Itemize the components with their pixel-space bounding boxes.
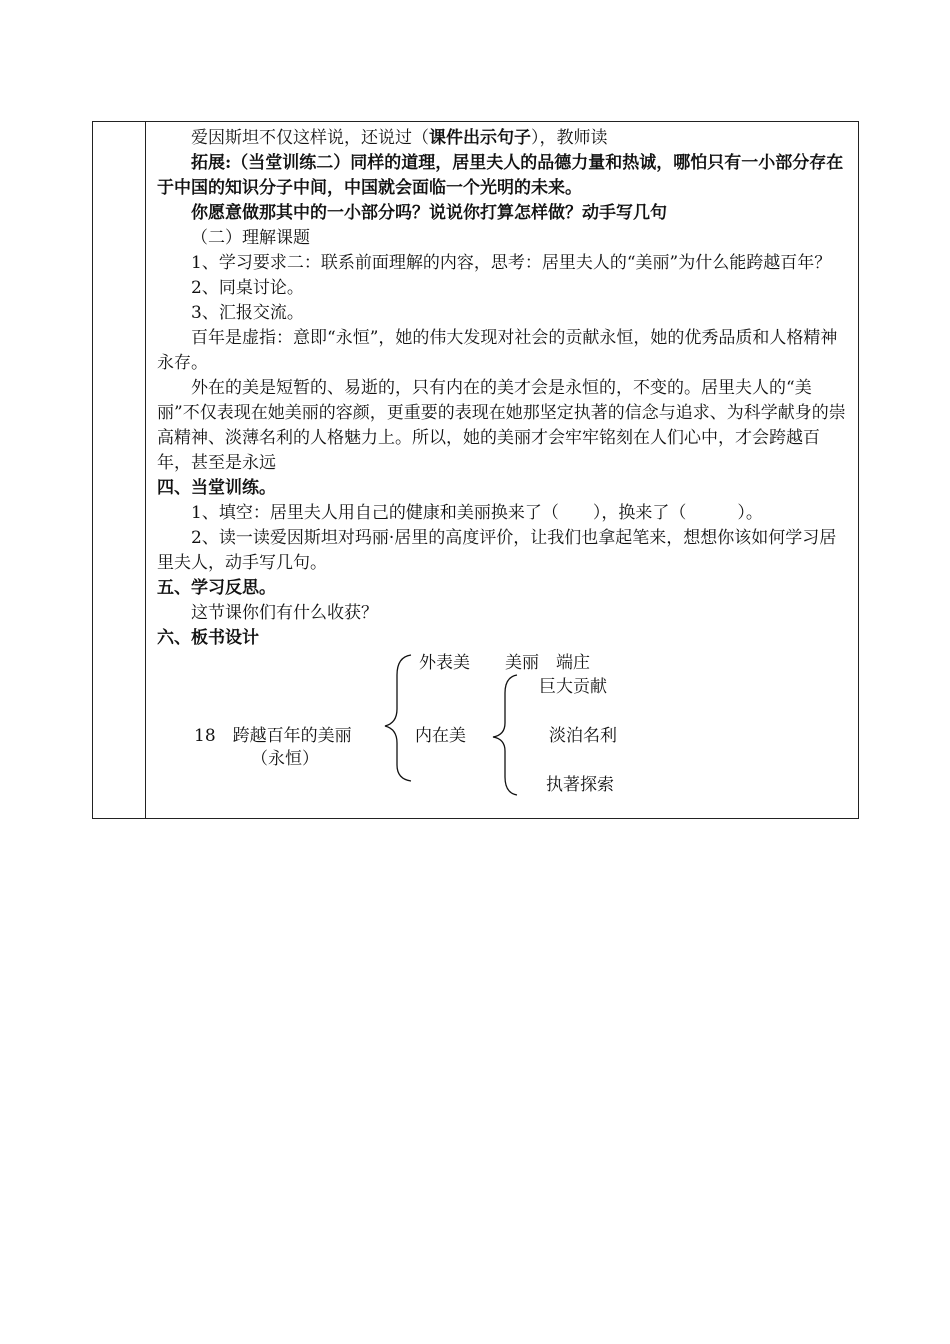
heading-reflection: 五、学习反思。 xyxy=(157,578,276,598)
heading-practice: 四、当堂训练。 xyxy=(157,478,276,498)
board-outer-label: 外表美 xyxy=(419,653,470,673)
heading-board-design: 六、板书设计 xyxy=(157,628,259,648)
board-inner-item-1: 巨大贡献 xyxy=(539,677,607,697)
board-inner-item-3: 执著探索 xyxy=(546,775,614,795)
board-subtitle: （永恒） xyxy=(251,749,319,769)
paragraph-question: 你愿意做那其中的一小部分吗？说说你打算怎样做？动手写几句 xyxy=(191,203,667,223)
text: ），教师读 xyxy=(531,128,608,148)
section-title-understand: （二）理解课题 xyxy=(191,228,310,248)
paragraph: 3、汇报交流。 xyxy=(191,303,304,323)
bold-text: 课件出示句子 xyxy=(429,128,531,148)
column-divider xyxy=(145,122,146,818)
lesson-table xyxy=(92,121,859,819)
paragraph: 1、学习要求二：联系前面理解的内容，思考：居里夫人的“美丽”为什么能跨越百年？ xyxy=(191,253,832,273)
left-brace-icon xyxy=(491,673,521,797)
lesson-content xyxy=(157,126,853,797)
paragraph: 2、读一读爱因斯坦对玛丽·居里的高度评价，让我们也拿起笔来，想想你该如何学习居里夫人，动手写几句。 xyxy=(157,528,837,573)
board-inner-item-2: 淡泊名利 xyxy=(549,726,617,746)
board-design xyxy=(157,651,853,797)
left-brace-icon xyxy=(381,653,417,783)
paragraph: 1、填空：居里夫人用自己的健康和美丽换来了（ ），换来了（ ）。 xyxy=(191,503,763,523)
paragraph: 外在的美是短暂的、易逝的，只有内在的美才会是永恒的，不变的。居里夫人的“美丽”不仅表现在她美丽的容颜，更重要的表现在她那坚定执著的信念与追求、为科学献身的崇高精神、淡薄名利的人格魅力上。所以，她的美丽才会牢牢铭刻在人们心中，才会跨越百年，甚至是永远 xyxy=(157,378,846,473)
paragraph: 百年是虚指：意即“永恒”，她的伟大发现对社会的贡献永恒，她的优秀品质和人格精神永存。 xyxy=(157,328,838,373)
board-title: 18 跨越百年的美丽 xyxy=(194,726,352,746)
paragraph: 2、同桌讨论。 xyxy=(191,278,304,298)
paragraph-extension: 拓展:（当堂训练二）同样的道理，居里夫人的品德力量和热诚，哪怕只有一小部分存在于中国的知识分子中间，中国就会面临一个光明的未来。 xyxy=(157,153,844,198)
text: 爱因斯坦不仅这样说，还说过（ xyxy=(191,128,429,148)
paragraph xyxy=(157,126,853,151)
paragraph: 这节课你们有什么收获？ xyxy=(191,603,378,623)
board-inner-label: 内在美 xyxy=(415,726,466,746)
board-outer-items: 美丽 端庄 xyxy=(505,653,590,673)
